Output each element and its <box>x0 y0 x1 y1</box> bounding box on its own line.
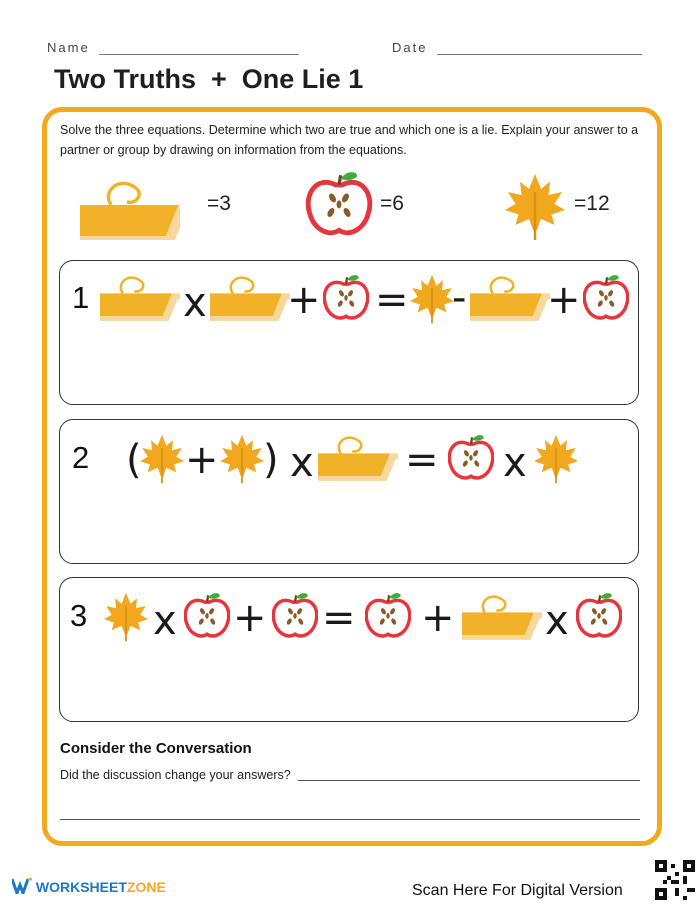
equation-3-op: + <box>233 595 267 641</box>
apple-icon <box>365 593 411 641</box>
leaf-icon <box>104 592 148 642</box>
brand-main-text: WORKSHEET <box>35 879 127 895</box>
legend-leaf-value: =12 <box>574 192 610 215</box>
pie-icon <box>80 170 180 240</box>
leaf-icon <box>220 434 264 484</box>
equation-3-op: = <box>322 595 356 641</box>
instructions: Solve the three equations. Determine which two are true and which one is a lie. Explain your answer to a partner or group by drawing on information from the equations. <box>60 123 639 157</box>
equation-1-op: = <box>375 277 409 323</box>
name-label: Name <box>47 40 90 55</box>
apple-icon <box>576 593 622 641</box>
pie-icon <box>100 272 180 324</box>
date-label: Date <box>392 40 428 55</box>
answer-line[interactable] <box>298 780 640 781</box>
qr-code-icon[interactable] <box>655 860 695 900</box>
leaf-icon <box>505 174 565 240</box>
equation-3-op: + <box>421 595 455 641</box>
equation-1-op: + <box>287 277 321 323</box>
equation-1-op: - <box>452 275 467 321</box>
consider-heading: Consider the Conversation <box>60 740 252 757</box>
page-title: Two Truths + One Lie 1 <box>54 64 364 94</box>
name-line <box>99 42 299 55</box>
apple-icon <box>583 275 629 323</box>
equation-2-op: = <box>405 437 439 483</box>
pie-icon <box>470 272 550 324</box>
equation-2-number: 2 <box>72 440 90 475</box>
equation-2-op: ( <box>126 437 142 483</box>
legend-apple-value: =6 <box>380 192 404 215</box>
brand-accent-text: ZONE <box>126 879 166 895</box>
date-field[interactable] <box>392 40 642 55</box>
apple-icon <box>184 593 230 641</box>
apple-icon <box>448 435 494 483</box>
scan-text: Scan Here For Digital Version <box>412 882 623 899</box>
name-field[interactable] <box>47 40 299 55</box>
apple-icon <box>323 275 369 323</box>
equation-3-op: x <box>545 598 569 644</box>
equation-1-number: 1 <box>72 280 90 315</box>
legend-pie-value: =3 <box>207 192 231 215</box>
equation-2-op: x <box>290 440 314 486</box>
pie-icon <box>210 272 290 324</box>
equation-2-op: ) <box>263 437 279 483</box>
brand-logo[interactable] <box>12 878 166 895</box>
equation-3-number: 3 <box>70 598 88 633</box>
leaf-icon <box>534 434 578 484</box>
equation-2-op: + <box>185 437 219 483</box>
equation-1-op: x <box>183 280 207 326</box>
brand-w-icon <box>12 878 32 894</box>
equation-3-op: x <box>153 598 177 644</box>
equation-1-op: + <box>547 277 581 323</box>
apple-icon <box>305 172 373 240</box>
answer-line[interactable] <box>60 819 640 820</box>
date-line <box>437 42 642 55</box>
apple-icon <box>272 593 318 641</box>
equation-2-op: x <box>503 440 527 486</box>
leaf-icon <box>410 274 454 324</box>
leaf-icon <box>140 434 184 484</box>
pie-icon <box>318 432 398 484</box>
pie-icon <box>462 591 542 643</box>
consider-question: Did the discussion change your answers? <box>60 768 291 782</box>
